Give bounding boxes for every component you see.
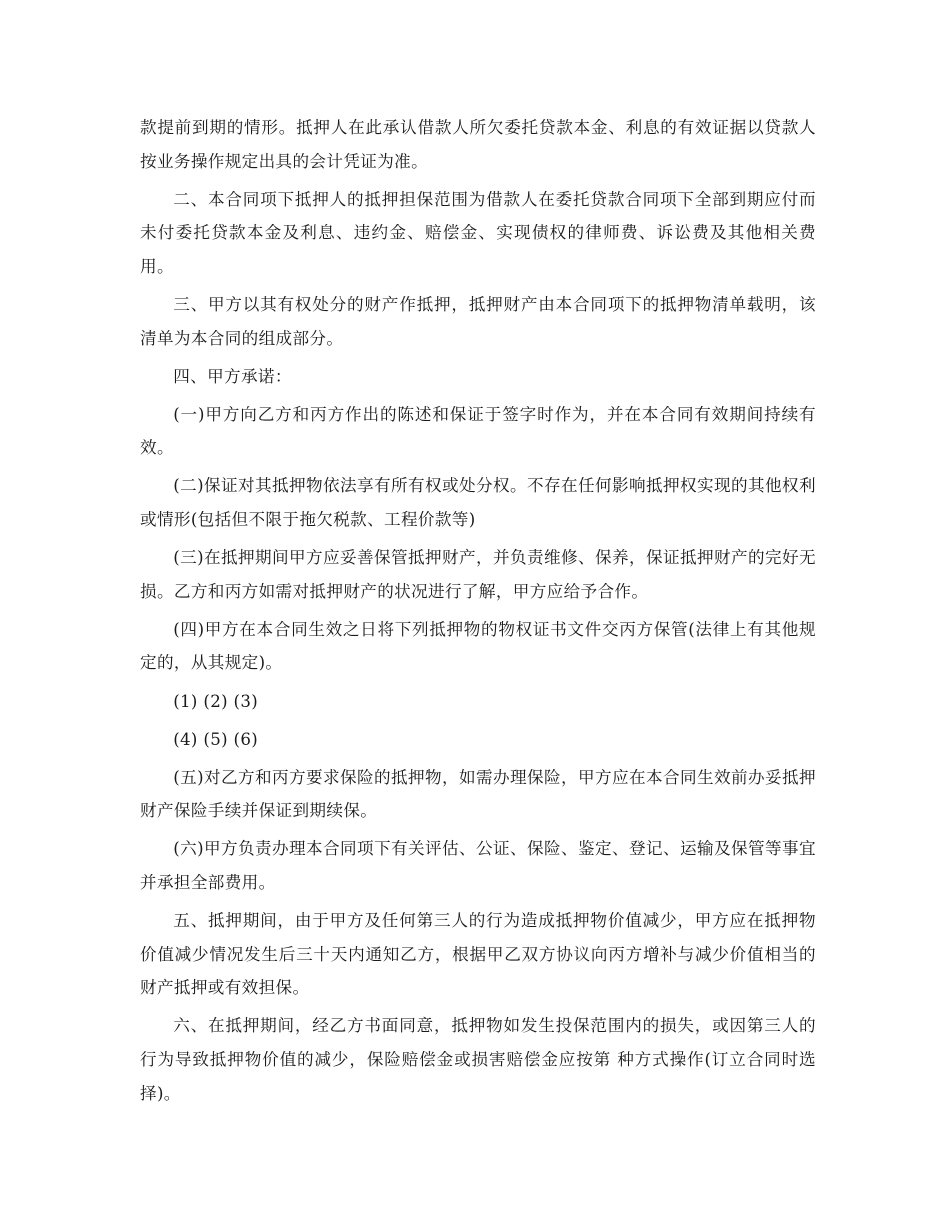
paragraph-clause-4-item-3: (三)在抵押期间甲方应妥善保管抵押财产，并负责维修、保养，保证抵押财产的完好无损。乙方和丙方如需对抵押财产的状况进行了解，甲方应给予合作。 bbox=[140, 548, 816, 601]
paragraph-list-1-3: (1) (2) (3) bbox=[173, 691, 259, 711]
paragraph-list-4-6: (4) (5) (6) bbox=[173, 729, 259, 749]
paragraph-clause-6: 六、在抵押期间，经乙方书面同意，抵押物如发生投保范围内的损失，或因第三人的行为导致抵押物价值的减少，保险赔偿金或损害赔偿金应按第 种方式操作(订立合同时选择)。 bbox=[140, 1016, 816, 1103]
paragraph-clause-4-item-1: (一)甲方向乙方和丙方作出的陈述和保证于签字时作为，并在本合同有效期间持续有效。 bbox=[140, 404, 816, 458]
paragraph-clause-4-item-5: (五)对乙方和丙方要求保险的抵押物，如需办理保险，甲方应在本合同生效前办妥抵押财产保险手续并保证到期续保。 bbox=[140, 767, 816, 821]
paragraph-clause-2: 二、本合同项下抵押人的抵押担保范围为借款人在委托贷款合同项下全部到期应付而未付委托贷款本金及利息、违约金、赔偿金、实现债权的律师费、诉讼费及其他相关费用。 bbox=[140, 189, 816, 276]
paragraph-clause-4-item-4: (四)甲方在本合同生效之日将下列抵押物的物权证书文件交丙方保管(法律上有其他规定的，从其规定)。 bbox=[140, 619, 816, 673]
paragraph-clause-3: 三、甲方以其有权处分的财产作抵押，抵押财产由本合同项下的抵押物清单载明，该清单为本合同的组成部分。 bbox=[140, 294, 816, 348]
document-body bbox=[140, 111, 816, 1115]
paragraph-clause-4-item-6: (六)甲方负责办理本合同项下有关评估、公证、保险、鉴定、登记、运输及保管等事宜并承担全部费用。 bbox=[140, 839, 816, 892]
paragraph-continuation: 款提前到期的情形。抵押人在此承认借款人所欠委托贷款本金、利息的有效证据以贷款人按业务操作规定出具的会计凭证为准。 bbox=[140, 118, 816, 171]
paragraph-clause-5: 五、抵押期间，由于甲方及任何第三人的行为造成抵押物价值减少，甲方应在抵押物价值减少情况发生后三十天内通知乙方，根据甲乙双方协议向丙方增补与减少价值相当的财产抵押或有效担保。 bbox=[140, 911, 816, 998]
paragraph-clause-4-heading: 四、甲方承诺： bbox=[173, 366, 292, 386]
paragraph-clause-4-item-2: (二)保证对其抵押物依法享有所有权或处分权。不存在任何影响抵押权实现的其他权利或情形(包括但不限于拖欠税款、工程价款等) bbox=[140, 476, 816, 530]
